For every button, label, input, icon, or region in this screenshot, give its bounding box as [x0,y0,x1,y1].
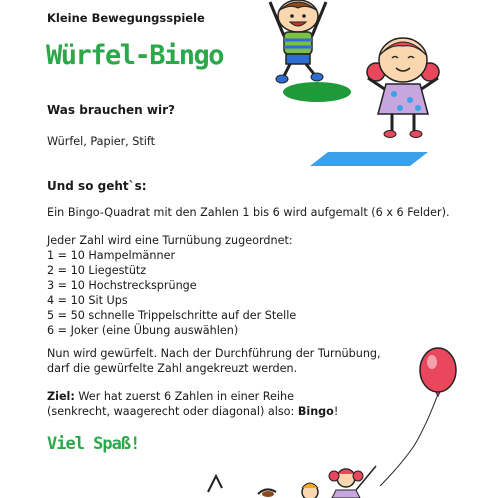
play-text: Nun wird gewürfelt. Nach der Durchführung der Turnübung, [47,347,381,360]
play-text: darf die gewürfelte Zahl angekreuzt werden. [47,362,298,375]
closing-text: Viel Spaß! [47,434,140,454]
rule-item: 4 = 10 Sit Ups [47,294,128,307]
bingo-word: Bingo [297,405,334,418]
howto-intro: Ein Bingo-Quadrat mit den Zahlen 1 bis 6 wird aufgemalt (6 x 6 Felder). [47,206,450,219]
blue-mat-icon [310,150,430,168]
running-children-icon [200,462,390,498]
goal-text: (senkrecht, waagerecht oder diagonal) also: Bingo! [47,405,339,418]
rule-item: 3 = 10 Hochstrecksprünge [47,279,197,292]
howto-heading: Und so geht`s: [47,179,147,193]
goal-label: Ziel: [47,390,75,403]
rule-item: 2 = 10 Liegestütz [47,264,147,277]
rule-item: 5 = 50 schnelle Trippelschritte auf der Stelle [47,309,297,322]
kicker: Kleine Bewegungsspiele [47,11,205,25]
jumping-boy-icon [262,0,334,90]
materials-list: Würfel, Papier, Stift [47,135,156,148]
materials-heading: Was brauchen wir? [47,103,175,117]
rule-item: 6 = Joker (eine Übung auswählen) [47,324,239,337]
page-title: Würfel-Bingo [46,40,224,71]
rules-intro: Jeder Zahl wird eine Turnübung zugeordnet: [47,234,293,247]
goal-text: Ziel: Wer hat zuerst 6 Zahlen in einer Reihe [47,390,294,403]
rule-item: 1 = 10 Hampelmänner [47,249,176,262]
jumping-girl-icon [358,28,448,140]
green-mat-icon [282,80,352,104]
